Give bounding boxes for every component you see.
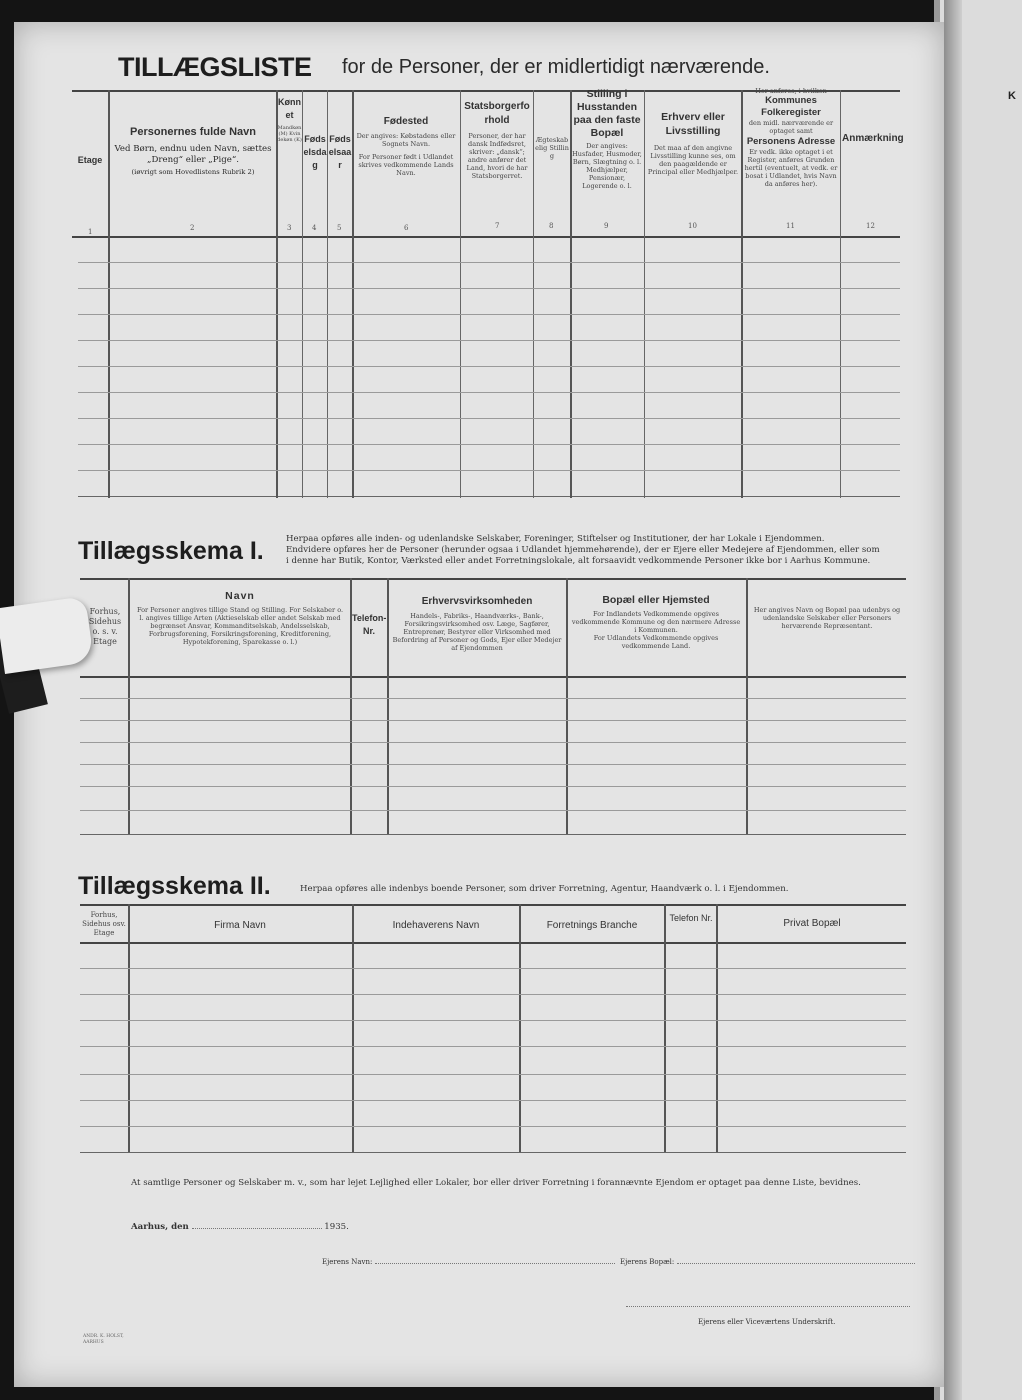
skema1-col-etage: Forhus, Sidehus o. s. v. Etage — [88, 607, 122, 646]
skema1-description: Herpaa opføres alle inden- og udenlandske Selskaber, Foreninger, Stiftelser og Institutioner, der har Lokale i Ejendommen. Endvidere opføres her de Personer (herunder ogsaa i Udlandet hjemmehørende), der er Ejere eller Medejere af Ejendommen, eller som i denne har Butik, Kontor, Værksted eller andet Forretningslokale, alt forsaavidt vedkommende Personer ikke bor i Aarhus Kommune. — [286, 534, 880, 566]
skema2-col-bopael: Privat Bopæl — [783, 918, 841, 929]
col-anmaerkning: Anmærkning — [842, 133, 904, 144]
skema2-description: Herpaa opføres alle indenbys boende Personer, som driver Forretning, Agentur, Haandværk o. l. i Ejendommen. — [300, 884, 789, 894]
col-foedselsdag: Fødselsdag — [303, 134, 327, 170]
place-label: Aarhus, den — [131, 1222, 189, 1232]
owner-address-label: Ejerens Bopæl: — [620, 1258, 675, 1266]
owner-name-label: Ejerens Navn: — [322, 1258, 373, 1266]
date-field[interactable] — [192, 1228, 322, 1229]
skema2-title: Tillægsskema II. — [78, 872, 271, 900]
colnum-4: 4 — [312, 224, 317, 232]
signature-field[interactable] — [626, 1306, 910, 1307]
colnum-11: 11 — [786, 222, 795, 230]
skema1-title: Tillægsskema I. — [78, 537, 264, 565]
year-label: 1935. — [324, 1222, 349, 1232]
col-stilling: Stilling i Husstanden paa den faste Bopæl Der angives: Husfader, Husmoder, Børn, Slægtning o. l. Medhjælper, Pensionær, Logerende o. l. — [572, 88, 642, 190]
form-subtitle: for de Personer, der er midlertidigt nærværende. — [342, 56, 770, 78]
owner-address-row — [620, 1258, 915, 1266]
colnum-12: 12 — [866, 222, 875, 230]
owner-name-row — [322, 1258, 615, 1266]
skema2-col-etage: Forhus, Sidehus osv. Etage — [82, 911, 126, 937]
skema1-col-erhverv: Erhvervsvirksomheden Handels-, Fabriks-, Haandværks-, Bank-, Forsikringsvirksomhed osv. Læge, Sagfører, Entreprenør, Bestyrer eller Virksomhed med Befordring af Personer og Gods, Ejer eller Medejer af Ejendommen — [392, 596, 562, 652]
col-statsborger: Statsborgerforhold Personer, der har dansk Indfødsret, skriver: „dansk“; andre anfører det Land, hvori de har Statsborgerret. — [464, 101, 530, 180]
adjacent-page-fragment: K — [1008, 90, 1016, 102]
skema2-col-branche: Forretnings Branche — [546, 920, 638, 931]
colnum-3: 3 — [287, 224, 292, 232]
col-erhverv: Erhverv eller Livsstilling Det maa af den angivne Livsstilling kunne ses, om den paagældende er Principal eller Medhjælper. — [647, 111, 739, 176]
owner-address-field[interactable] — [677, 1263, 915, 1264]
col-aegteskabelig: Ægteskabelig Stilling — [535, 136, 569, 160]
col-foedested: Fødested Der angives: Købstadens eller Sognets Navn. For Personer født i Udlandet skrives vedkommende Lands Navn. — [356, 116, 456, 177]
colnum-9: 9 — [604, 222, 609, 230]
colnum-2: 2 — [190, 224, 195, 232]
col-koennet: Kønnet Mandkøn (M) Kvindekøn (K) — [277, 97, 302, 143]
colnum-6: 6 — [404, 224, 409, 232]
form-title: TILLÆGSLISTE — [118, 52, 312, 82]
place-date-label — [131, 1222, 349, 1232]
skema1-col-bopael: Bopæl eller Hjemsted For Indlandets Vedkommende opgives vedkommende Kommune og den nærmere Adresse i Kommunen. For Udlandets Vedkommende opgives vedkommende Land. — [571, 594, 741, 650]
colnum-7: 7 — [495, 222, 500, 230]
col-folkeregister: Her anføres, i hvilken Kommunes Folkeregister den midl. nærværende er optaget samt Personens Adresse Er vedk. ikke optaget i et Register, anføres Grunden hertil (eventuelt, at vedk. er bosat i Udlandet, hvis Navn da anføres her). — [744, 87, 838, 188]
page-fold-shadow — [944, 0, 962, 1400]
owner-name-field[interactable] — [375, 1263, 615, 1264]
skema1-col-telefon: Telefon-Nr. — [352, 613, 387, 636]
col-etage: Etage — [77, 155, 103, 165]
printer-mark: ANDR. K. HOLST, AARHUS — [83, 1334, 124, 1345]
attestation-text: At samtlige Personer og Selskaber m. v., som har lejet Lejlighed eller Lokaler, bor eller driver Forretning i forannævnte Ejendom er optaget paa denne Liste, bevidnes. — [131, 1178, 861, 1188]
colnum-1: 1 — [88, 228, 93, 236]
col-navn: Personernes fulde Navn Ved Børn, endnu uden Navn, sættes „Dreng“ eller „Pige“. (iøvrigt som Hovedlistens Rubrik 2) — [114, 126, 272, 176]
skema1-col-repraesentant: Her angives Navn og Bopæl paa udenbys og udenlandske Selskaber eller Personers herværende Repræsentant. — [753, 606, 901, 630]
col-foedselsaar: Fødselsaar — [328, 134, 352, 170]
skema2-col-telefon: Telefon Nr. — [669, 913, 713, 923]
signature-label: Ejerens eller Viceværtens Underskrift. — [698, 1318, 836, 1326]
colnum-10: 10 — [688, 222, 697, 230]
colnum-8: 8 — [549, 222, 554, 230]
colnum-5: 5 — [337, 224, 342, 232]
skema2-col-indehaver: Indehaverens Navn — [392, 920, 480, 931]
skema2-col-firma: Firma Navn — [214, 920, 266, 931]
skema1-col-navn: Navn For Personer angives tillige Stand og Stilling. For Selskaber o. l. angives tillige Arten (Aktieselskab eller andet Selskab med begrænset Ansvar, Kommanditselskab, Andelsselskab, Forbrugsforening, Forsikringsforening, Kreditforening, Hypotekforening, Sparekasse o. l.) — [136, 590, 344, 646]
